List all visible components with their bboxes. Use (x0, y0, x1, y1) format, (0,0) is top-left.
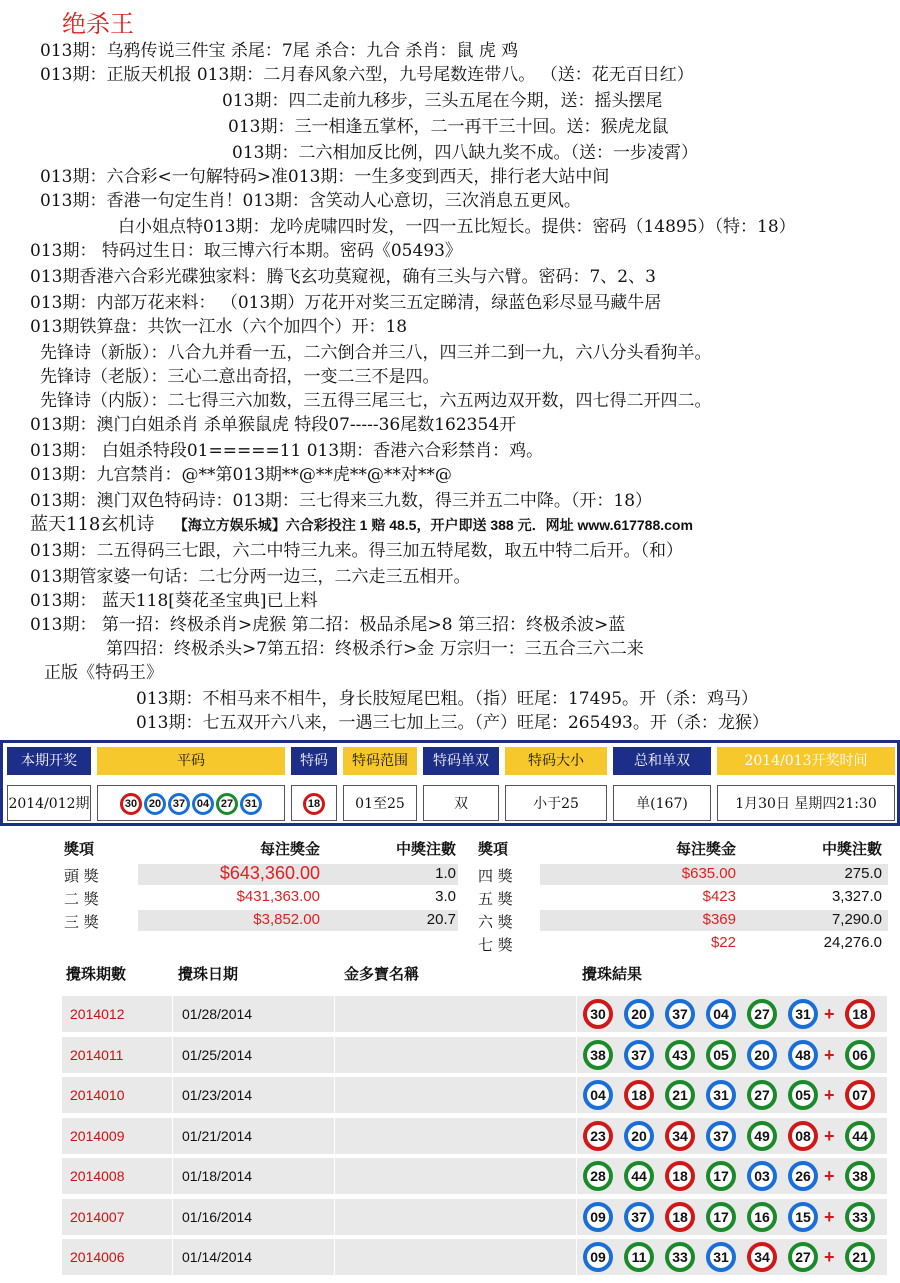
result-ball: 18 (665, 1202, 695, 1232)
result-ball: 17 (706, 1202, 736, 1232)
prize-amount: $3,852.00 (253, 911, 320, 928)
prediction-line: 先锋诗（新版）：八合九并看一五，二六倒合并三八，四三并二到一九，六八分头看狗羊。 (40, 343, 712, 363)
prediction-line: 013期：香港一句定生肖！013期：含笑动人心意切，三次消息五更风。 (40, 191, 581, 211)
row-date: 01/25/2014 (182, 1046, 253, 1063)
draw-header-size: 特码大小 (505, 747, 607, 775)
row-period: 2014008 (70, 1168, 125, 1184)
result-special-ball: 07 (845, 1080, 875, 1110)
prize-amount: $431,363.00 (236, 888, 320, 905)
result-ball: 48 (788, 1040, 818, 1070)
result-special-ball: 06 (845, 1040, 875, 1070)
row-divider (576, 1158, 577, 1194)
result-ball: 38 (583, 1040, 613, 1070)
result-ball: 37 (706, 1121, 736, 1151)
draw-size: 小于25 (505, 785, 607, 821)
prediction-line: 白小姐点特013期：龙吟虎啸四时发，一四一五比短长。提供：密码（14895）（特：18） (118, 217, 796, 237)
row-divider (576, 996, 577, 1032)
result-ball: 08 (788, 1121, 818, 1151)
prize-name: 七 獎 (478, 936, 513, 954)
ad-line (30, 514, 693, 536)
row-divider (172, 1077, 173, 1113)
prize-amount: $22 (710, 934, 736, 951)
result-ball: 16 (747, 1202, 777, 1232)
result-ball: 23 (583, 1121, 613, 1151)
draw-header-period: 本期开奖 (7, 747, 91, 775)
draw-ball: 20 (144, 793, 166, 815)
prediction-line: 013期香港六合彩光碟独家料：腾飞玄功莫窥视，确有三头与六臂。密码：7、2、3 (30, 267, 656, 287)
prediction-line: 013期：乌鸦传说三件宝 杀尾：7尾 杀合：九合 杀肖：鼠 虎 鸡 (40, 41, 519, 61)
row-divider (334, 1158, 335, 1194)
prize-name: 二 獎 (64, 890, 99, 908)
page-title: 绝杀王 (62, 10, 134, 38)
ad-lead: 蓝天118玄机诗 (30, 514, 155, 535)
result-ball: 20 (747, 1040, 777, 1070)
result-ball: 09 (583, 1242, 613, 1272)
result-ball: 44 (624, 1161, 654, 1191)
row-divider (334, 1199, 335, 1235)
draw-ball: 27 (216, 793, 238, 815)
prize-winners: 275.0 (844, 865, 882, 882)
prize-header-left-2: 中獎注數 (395, 840, 456, 858)
prediction-line: 013期：六合彩<一句解特码>准013期：一生多变到西天，排行老大站中间 (40, 167, 610, 187)
prediction-line: 013期： 蓝天118[葵花圣宝典]已上料 (30, 591, 318, 611)
result-special-ball: 38 (845, 1161, 875, 1191)
result-special-ball: 44 (845, 1121, 875, 1151)
results-header-date: 攪珠日期 (178, 965, 239, 983)
result-ball: 04 (706, 999, 736, 1029)
row-divider (172, 996, 173, 1032)
row-date: 01/28/2014 (182, 1006, 253, 1022)
table-row (62, 1158, 887, 1194)
prize-amount: $423 (702, 888, 736, 905)
draw-ball: 30 (120, 793, 142, 815)
result-ball: 04 (583, 1080, 613, 1110)
result-ball: 21 (665, 1080, 695, 1110)
prediction-line: 013期：内部万花来料： （013期）万花开对奖三五定睇清，绿蓝色彩尽显马藏牛居 (30, 293, 662, 313)
prize-winners: 1.0 (435, 865, 456, 882)
table-row (62, 1239, 887, 1275)
row-divider (334, 1077, 335, 1113)
draw-ball: 04 (192, 793, 214, 815)
result-ball: 34 (665, 1121, 695, 1151)
result-ball: 15 (788, 1202, 818, 1232)
prize-winners: 24,276.0 (823, 934, 882, 951)
row-date: 01/16/2014 (182, 1208, 253, 1225)
draw-oddeven: 双 (423, 785, 499, 821)
result-ball: 27 (747, 999, 777, 1029)
result-ball: 28 (583, 1161, 613, 1191)
prediction-line: 013期： 白姐杀特段01=====11 013期：香港六合彩禁肖：鸡。 (30, 441, 544, 461)
draw-ball: 37 (168, 793, 190, 815)
prediction-line: 013期：二五得码三七跟，六二中特三九来。得三加五特尾数，取五中特二后开。（和） (30, 541, 683, 561)
row-period: 2014010 (70, 1087, 125, 1103)
row-divider (172, 1199, 173, 1235)
result-ball: 34 (747, 1242, 777, 1272)
result-special-ball: 18 (845, 999, 875, 1029)
prediction-line: 013期： 特码过生日：取三博六行本期。密码《05493》 (30, 241, 462, 261)
table-row (62, 1037, 887, 1073)
prize-header-left-0: 獎項 (64, 840, 95, 858)
table-row (62, 1199, 887, 1235)
prize-winners: 3.0 (435, 888, 456, 905)
prize-name: 頭 獎 (64, 867, 99, 885)
prediction-line: 013期： 第一招：终极杀肖>虎猴 第二招：极品杀尾>8 第三招：终极杀波>蓝 (30, 615, 626, 635)
prize-winners: 20.7 (426, 911, 456, 928)
prize-amount: $369 (702, 911, 736, 928)
prediction-line: 013期：正版天机报 013期：二月春风象六型，九号尾数连带八。 （送：花无百日红） (40, 65, 694, 85)
result-ball: 31 (706, 1242, 736, 1272)
prize-name: 五 獎 (478, 890, 513, 908)
row-divider (576, 1199, 577, 1235)
result-ball: 31 (788, 999, 818, 1029)
results-header-name: 金多寶名稱 (344, 965, 420, 983)
row-divider (172, 1118, 173, 1154)
prediction-line: 013期：九宫禁肖：@**第013期**@**虎**@**对**@ (30, 465, 452, 485)
row-divider (576, 1118, 577, 1154)
row-divider (334, 1037, 335, 1073)
result-ball: 37 (665, 999, 695, 1029)
prize-name: 六 獎 (478, 913, 513, 931)
prize-winners: 7,290.0 (831, 911, 882, 928)
prediction-line: 先锋诗（老版）：三心二意出奇招，一变二三不是四。 (40, 367, 440, 387)
draw-special-ball-mark: 18 (303, 793, 325, 815)
result-ball: 09 (583, 1202, 613, 1232)
row-date: 01/23/2014 (182, 1087, 253, 1103)
result-ball: 03 (747, 1161, 777, 1191)
result-ball: 37 (624, 1040, 654, 1070)
prediction-line: 013期管家婆一句话：二七分两一边三，二六走三五相开。 (30, 567, 471, 587)
ad-body[interactable]: 【海立方娱乐城】六合彩投注 1 赔 48.5，开户即送 388 元．网址 www.617788.com (173, 517, 693, 533)
prediction-line: 013期：四二走前九移步，三头五尾在今期，送：摇头摆尾 (222, 91, 663, 111)
row-divider (334, 1118, 335, 1154)
draw-period: 2014/012期 (7, 785, 91, 821)
plus-sign: + (824, 1085, 835, 1105)
draw-header-range: 特码范围 (343, 747, 417, 775)
plus-sign: + (824, 1166, 835, 1186)
prediction-line: 正版《特码王》 (44, 663, 163, 683)
result-ball: 05 (788, 1080, 818, 1110)
prize-name: 三 獎 (64, 913, 99, 931)
plus-sign: + (824, 1125, 835, 1146)
prediction-line: 先锋诗（内版）：二七得三六加数，三五得三尾三七，六五两边双开数，四七得二开四二。 (40, 391, 712, 411)
result-ball: 05 (706, 1040, 736, 1070)
row-period: 2014009 (70, 1127, 125, 1144)
draw-sum: 单(167) (613, 785, 711, 821)
prediction-line: 013期：澳门白姐杀肖 杀单猴鼠虎 特段07-----36尾数162354开 (30, 415, 517, 435)
prize-winners: 3,327.0 (831, 888, 882, 905)
row-period: 2014007 (70, 1208, 125, 1225)
plus-sign: + (824, 1004, 835, 1024)
draw-header-oddeven: 特码单双 (423, 747, 499, 775)
results-header-result: 攪珠結果 (582, 965, 643, 983)
draw-special-ball (291, 785, 337, 821)
result-ball: 33 (665, 1242, 695, 1272)
result-special-ball: 21 (845, 1242, 875, 1272)
row-period: 2014012 (70, 1006, 125, 1022)
draw-ball: 31 (240, 793, 262, 815)
draw-normal-balls (97, 785, 285, 821)
result-ball: 20 (624, 999, 654, 1029)
result-ball: 20 (624, 1121, 654, 1151)
result-ball: 49 (747, 1121, 777, 1151)
result-ball: 37 (624, 1202, 654, 1232)
prediction-line: 013期：三一相逢五掌杯，二一再干三十回。送：猴虎龙鼠 (228, 117, 669, 137)
result-ball: 31 (706, 1080, 736, 1110)
row-divider (576, 1077, 577, 1113)
prize-amount: $635.00 (681, 865, 736, 882)
plus-sign: + (824, 1247, 835, 1267)
prediction-line: 013期：不相马来不相牛，身长肢短尾巴粗。（指）旺尾：17495。开（杀：鸡马） (136, 689, 759, 709)
row-date: 01/14/2014 (182, 1249, 253, 1265)
row-period: 2014011 (70, 1046, 124, 1063)
prize-header-left-1: 每注獎金 (259, 840, 320, 858)
draw-header-special: 特码 (291, 747, 337, 775)
prediction-line: 第四招：终极杀头>7第五招：终极杀行>金 万宗归一：三五合三六二来 (106, 639, 644, 659)
row-divider (172, 1239, 173, 1275)
row-divider (334, 996, 335, 1032)
table-row (62, 1118, 887, 1154)
row-divider (172, 1037, 173, 1073)
draw-header-sum: 总和单双 (613, 747, 711, 775)
row-divider (334, 1239, 335, 1275)
prize-header-right-1: 每注獎金 (675, 840, 736, 858)
plus-sign: + (824, 1206, 835, 1227)
draw-header-normal: 平码 (97, 747, 285, 775)
table-row (62, 1077, 887, 1113)
prediction-line: 013期：七五双开六八来，一遇三七加上三。（产）旺尾：265493。开（杀：龙猴） (136, 713, 769, 733)
prize-header-right-2: 中獎注數 (821, 840, 882, 858)
result-special-ball: 33 (845, 1202, 875, 1232)
row-divider (172, 1158, 173, 1194)
draw-table (0, 740, 900, 826)
draw-range: 01至25 (343, 785, 417, 821)
row-period: 2014006 (70, 1249, 125, 1265)
plus-sign: + (824, 1044, 835, 1065)
row-date: 01/18/2014 (182, 1168, 253, 1184)
result-ball: 26 (788, 1161, 818, 1191)
prediction-line: 013期铁算盘：共饮一江水（六个加四个）开：18 (30, 317, 408, 337)
result-ball: 30 (583, 999, 613, 1029)
draw-header-next: 2014/013开奖时间 (717, 747, 895, 775)
row-divider (576, 1037, 577, 1073)
result-ball: 27 (747, 1080, 777, 1110)
prize-header-right-0: 獎項 (478, 840, 509, 858)
result-ball: 18 (665, 1161, 695, 1191)
row-divider (576, 1239, 577, 1275)
result-ball: 43 (665, 1040, 695, 1070)
result-ball: 11 (624, 1242, 654, 1272)
prediction-line: 013期：二六相加反比例，四八缺九奖不成。（送：一步凌霄） (232, 143, 698, 163)
table-row (62, 996, 887, 1032)
prediction-line: 013期：澳门双色特码诗：013期：三七得来三九数，得三并五二中降。（开：18） (30, 491, 653, 511)
results-header-period: 攪珠期數 (66, 965, 127, 983)
prize-amount: $643,360.00 (219, 863, 320, 883)
draw-next-time: 1月30日 星期四21:30 (717, 785, 895, 821)
row-date: 01/21/2014 (182, 1127, 253, 1144)
prize-name: 四 獎 (478, 867, 513, 885)
result-ball: 27 (788, 1242, 818, 1272)
result-ball: 18 (624, 1080, 654, 1110)
result-ball: 17 (706, 1161, 736, 1191)
